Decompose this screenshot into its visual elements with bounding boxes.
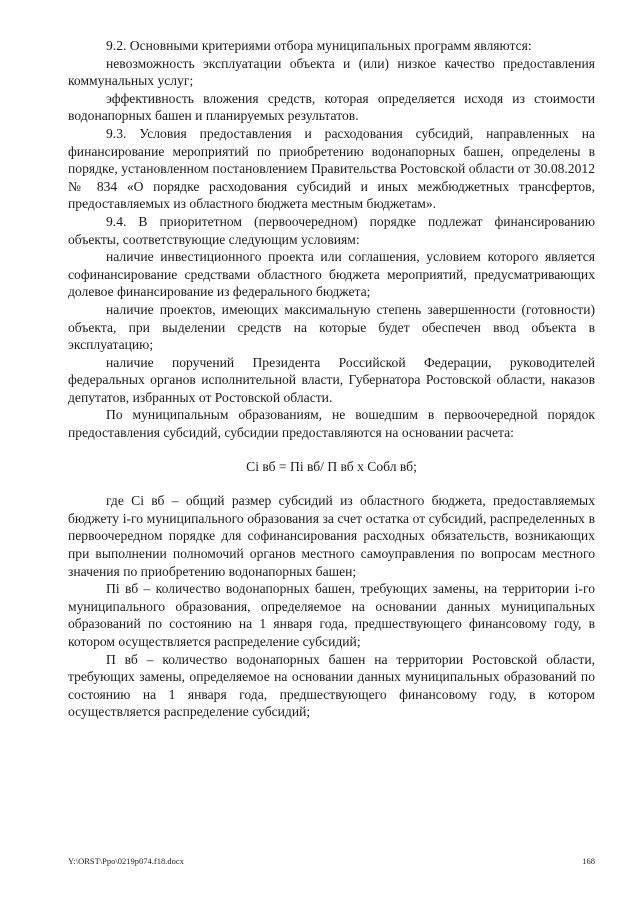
criterion-operation: невозможность эксплуатации объекта и (или) низкое качество предоставления коммунальных услуг; xyxy=(68,55,595,89)
document-body xyxy=(68,37,595,721)
condition-investment-project: наличие инвестиционного проекта или соглашения, условием которого является софинансирование средствами областного бюджета мероприятий, предусматривающих долевое финансирование из федерального бюджета; xyxy=(68,249,595,300)
definition-p: П вб – количество водонапорных башен на территории Ростовской области, требующих замены, определяемое на основании данных муниципальных образований по состоянию на 1 января года, предшествующего финансовому году, в котором осуществляется распределение субсидий; xyxy=(68,651,595,720)
page-number: 168 xyxy=(582,856,595,866)
subsidy-formula: Сi вб = Пi вб/ П вб х Собл вб; xyxy=(246,458,417,474)
paragraph-9-3: 9.3. Условия предоставления и расходования субсидий, направленных на финансирование мероприятий по приобретению водонапорных башен, определены в порядке, установленном постановлением Правительства Ростовской области от 30.08.2012 № 834 «О порядке расходования субсидий и иных межбюджетных трансфертов, предоставляемых из областного бюджета местным бюджетам». xyxy=(68,125,595,212)
paragraph-calculation-intro: По муниципальным образованиям, не вошедшим в первоочередной порядок предоставления субсидий, субсидии предоставляются на основании расчета: xyxy=(68,407,595,441)
criterion-efficiency: эффективность вложения средств, которая определяется исходя из стоимости водонапорных башен и планируемых результатов. xyxy=(68,90,595,124)
definition-pi: Пi вб – количество водонапорных башен, требующих замены, на территории i-го муниципального образования, определяемое на основании данных муниципальных образований по состоянию на 1 января года, предшествующего финансовому году, в котором осуществляется распределение субсидий; xyxy=(68,581,595,649)
condition-orders: наличие поручений Президента Российской Федерации, руководителей федеральных органов исполнительной власти, Губернатора Ростовской области, наказов депутатов, избранных от Ростовской области. xyxy=(68,354,595,405)
paragraph-9-2: 9.2. Основными критериями отбора муниципальных программ являются: xyxy=(106,38,532,53)
condition-project-readiness: наличие проектов, имеющих максимальную степень завершенности (готовности) объекта, при выделении средств на которые будет обеспечен ввод объекта в эксплуатацию; xyxy=(68,301,595,353)
paragraph-9-4: 9.4. В приоритетном (первоочередном) порядке подлежат финансированию объекты, соответствующие следующим условиям: xyxy=(68,213,595,247)
file-path: Y:\ORST\Ppo\0219p074.f18.docx xyxy=(68,856,184,866)
definition-ci: где Сi вб – общий размер субсидий из областного бюджета, предоставляемых бюджету i-го муниципального образования за счет остатка от субсидий, распределенных в первоочередном порядке для софинансирования расходных обязательств, возникающих при выполнении полномочий органов местного самоуправления по вопросам местного значения по приобретению водонапорных башен; xyxy=(68,493,595,579)
